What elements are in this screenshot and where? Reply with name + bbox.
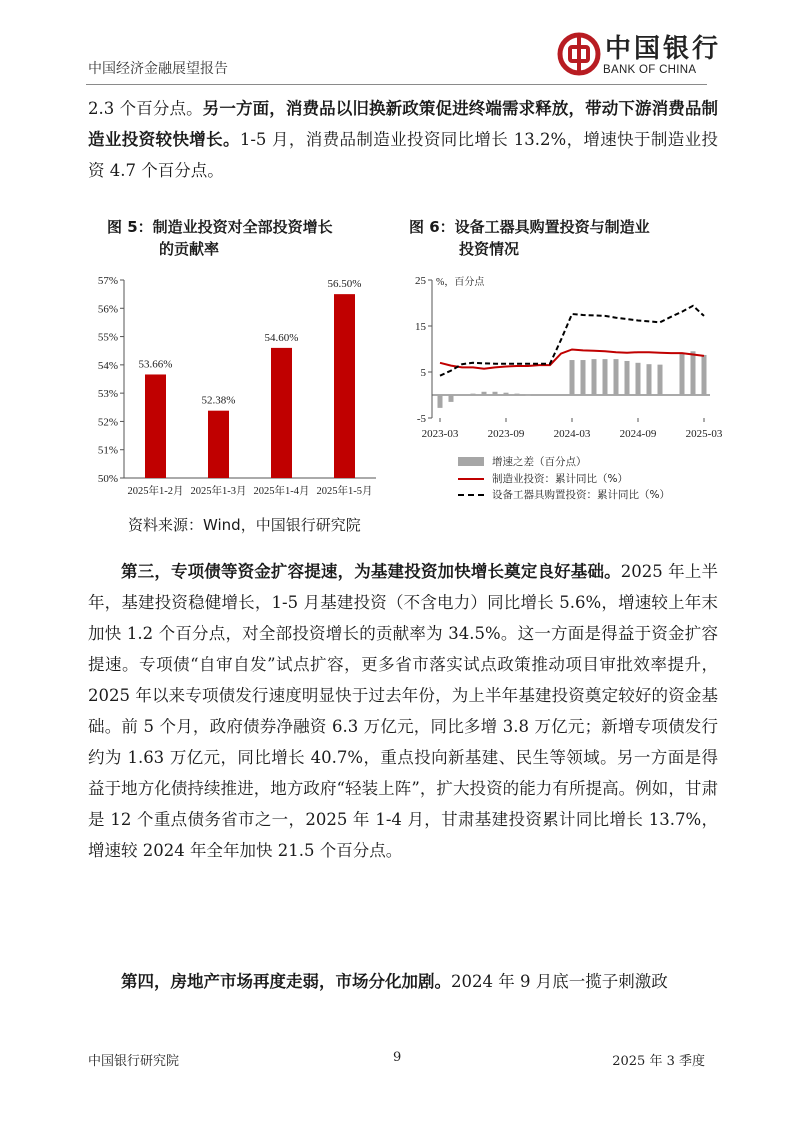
fig6-gap-bar <box>471 394 476 395</box>
fig5-title-line1: 图 5：制造业投资对全部投资增长 <box>107 218 333 236</box>
legend-swatch-equip <box>458 494 484 496</box>
fig5-bar <box>208 411 229 478</box>
fig5-bar <box>334 294 355 478</box>
fig5-data-label: 54.60% <box>264 331 299 344</box>
p4-bold: 第四，房地产市场再度走弱，市场分化加剧。 <box>121 972 451 991</box>
fig5-x-tick-label: 2025年1-5月 <box>316 486 373 497</box>
p4-text: 2024 年 9 月底一揽子刺激政 <box>451 972 668 991</box>
fig6-y-tick-label: 15 <box>415 321 426 333</box>
paragraph-consumer-goods <box>88 93 718 186</box>
fig5-y-tick-label: 54% <box>97 359 118 372</box>
fig6-legend-bar <box>458 454 587 469</box>
fig6-x-tick-label: 2024-03 <box>553 428 591 440</box>
fig6-gap-bar <box>581 360 586 395</box>
fig6-gap-bar <box>570 360 575 395</box>
fig6-gap-bar <box>636 363 641 395</box>
fig6-unit-label: %，百分点 <box>436 277 485 288</box>
fig6-gap-bar <box>658 365 663 395</box>
fig5-y-tick-label: 50% <box>97 473 118 485</box>
page-number: 9 <box>393 1050 402 1065</box>
fig6-y-tick-label: 5 <box>420 367 426 379</box>
fig6-gap-bar <box>680 353 685 395</box>
fig6-gap-bar <box>449 395 454 402</box>
fig5-bar-chart <box>88 270 378 500</box>
fig5-y-tick-label: 55% <box>97 331 118 344</box>
paragraph-real-estate <box>88 966 718 997</box>
fig5-data-label: 53.66% <box>138 358 173 371</box>
fig6-gap-bar <box>592 359 597 395</box>
header-divider <box>86 84 707 85</box>
fig6-gap-bar <box>515 394 520 395</box>
fig5-y-tick-label: 51% <box>97 444 118 457</box>
fig5-x-tick-label: 2025年1-4月 <box>253 486 310 497</box>
fig5-y-tick-label: 57% <box>97 275 118 287</box>
fig6-gap-bar <box>482 392 487 395</box>
fig6-gap-bar <box>691 351 696 395</box>
p3-text: 2025 年上半年，基建投资稳健增长，1-5 月基建投资（不含电力）同比增长 5.6%，增速较上年末加快 1.2 个百分点，对全部投资增长的贡献率为 34.5%。这一方面是得益于资金扩容提速。专项债“自审自发”试点扩容，更多省市落实试点政策推动项目审批效率提升，2025 年以来专项债发行速度明显快于过去年份，为上半年基建投资奠定较好的资金基础。前 5 个月，政府债券净融资 6.3 万亿元，同比多增 3.8 万亿元；新增专项债发行约为 1.63 万亿元，同比增长 40.7%，重点投向新基建、民生等领域。另一方面是得益于地方化债持续推进，地方政府“轻装上阵”，扩大投资的能力有所提高。例如，甘肃是 12 个重点债务省市之一，2025 年 1-4 月，甘肃基建投资累计同比增长 13.7%，增速较 2024 年全年加快 21.5 个百分点。 <box>88 562 718 860</box>
fig5-x-tick-label: 2025年1-3月 <box>190 486 247 497</box>
fig6-legend-equip <box>458 487 670 502</box>
legend-label-mfg: 制造业投资：累计同比（%） <box>492 473 628 485</box>
legend-swatch-gap <box>458 457 484 466</box>
fig6-gap-bar <box>614 359 619 395</box>
fig6-gap-bar <box>625 361 630 395</box>
fig6-legend-mfg <box>458 471 628 486</box>
legend-swatch-mfg <box>458 478 484 480</box>
logo-chinese-name: 中国银行 <box>605 34 722 64</box>
fig6-gap-bar <box>438 395 443 408</box>
fig5-data-label: 52.38% <box>201 394 236 407</box>
fig6-gap-bar <box>647 364 652 395</box>
fig5-y-tick-label: 53% <box>97 388 118 401</box>
fig6-title-line1: 图 6：设备工器具购置投资与制造业 <box>409 218 650 236</box>
boc-emblem-icon <box>557 32 601 76</box>
fig6-gap-bar <box>526 394 531 395</box>
fig6-x-tick-label: 2023-09 <box>487 428 525 440</box>
fig6-gap-bar <box>504 393 509 395</box>
fig5-bar <box>271 348 292 478</box>
fig6-x-tick-label: 2024-09 <box>619 428 657 440</box>
fig5-title <box>107 216 333 260</box>
footer-quarter: 2025 年 3 季度 <box>612 1054 705 1069</box>
fig6-title <box>409 216 650 260</box>
fig5-y-tick-label: 52% <box>97 416 118 429</box>
fig5-y-tick-label: 56% <box>97 303 118 316</box>
fig6-x-tick-label: 2025-03 <box>685 428 723 440</box>
fig6-gap-bar <box>702 355 707 395</box>
fig6-x-tick-label: 2023-03 <box>421 428 459 440</box>
paragraph-infrastructure <box>88 556 718 866</box>
fig5-x-tick-label: 2025年1-2月 <box>127 486 184 497</box>
p1-text-a: 2.3 个百分点。 <box>88 99 203 118</box>
fig6-title-line2: 投资情况 <box>459 240 520 258</box>
p1-bold: 另一方面，消费品以旧换新政策促进终端需求释放，带动下游消费品制造业投资较快增长。 <box>88 99 718 149</box>
fig6-gap-bar <box>493 392 498 395</box>
bank-logo <box>555 28 722 82</box>
logo-english-name: BANK OF CHINA <box>603 64 697 76</box>
legend-label-equip: 设备工器具购置投资：累计同比（%） <box>492 489 670 501</box>
fig6-line-chart <box>410 270 723 455</box>
p3-bold: 第三，专项债等资金扩容提速，为基建投资加快增长奠定良好基础。 <box>121 562 621 581</box>
fig6-y-tick-label: -5 <box>416 413 426 425</box>
fig5-title-line2: 的贡献率 <box>159 240 220 258</box>
p1-text-b: 1-5 月，消费品制造业投资同比增长 13.2%，增速快于制造业投资 4.7 个百分点。 <box>88 130 719 180</box>
fig5-bar <box>145 374 166 478</box>
footer-institute: 中国银行研究院 <box>88 1054 180 1069</box>
report-title: 中国经济金融展望报告 <box>88 61 228 77</box>
fig6-gap-bar <box>603 359 608 395</box>
fig6-y-tick-label: 25 <box>415 275 426 287</box>
figure-source: 资料来源：Wind，中国银行研究院 <box>128 516 361 534</box>
legend-label-gap: 增速之差（百分点） <box>492 456 587 468</box>
fig5-data-label: 56.50% <box>327 278 362 291</box>
